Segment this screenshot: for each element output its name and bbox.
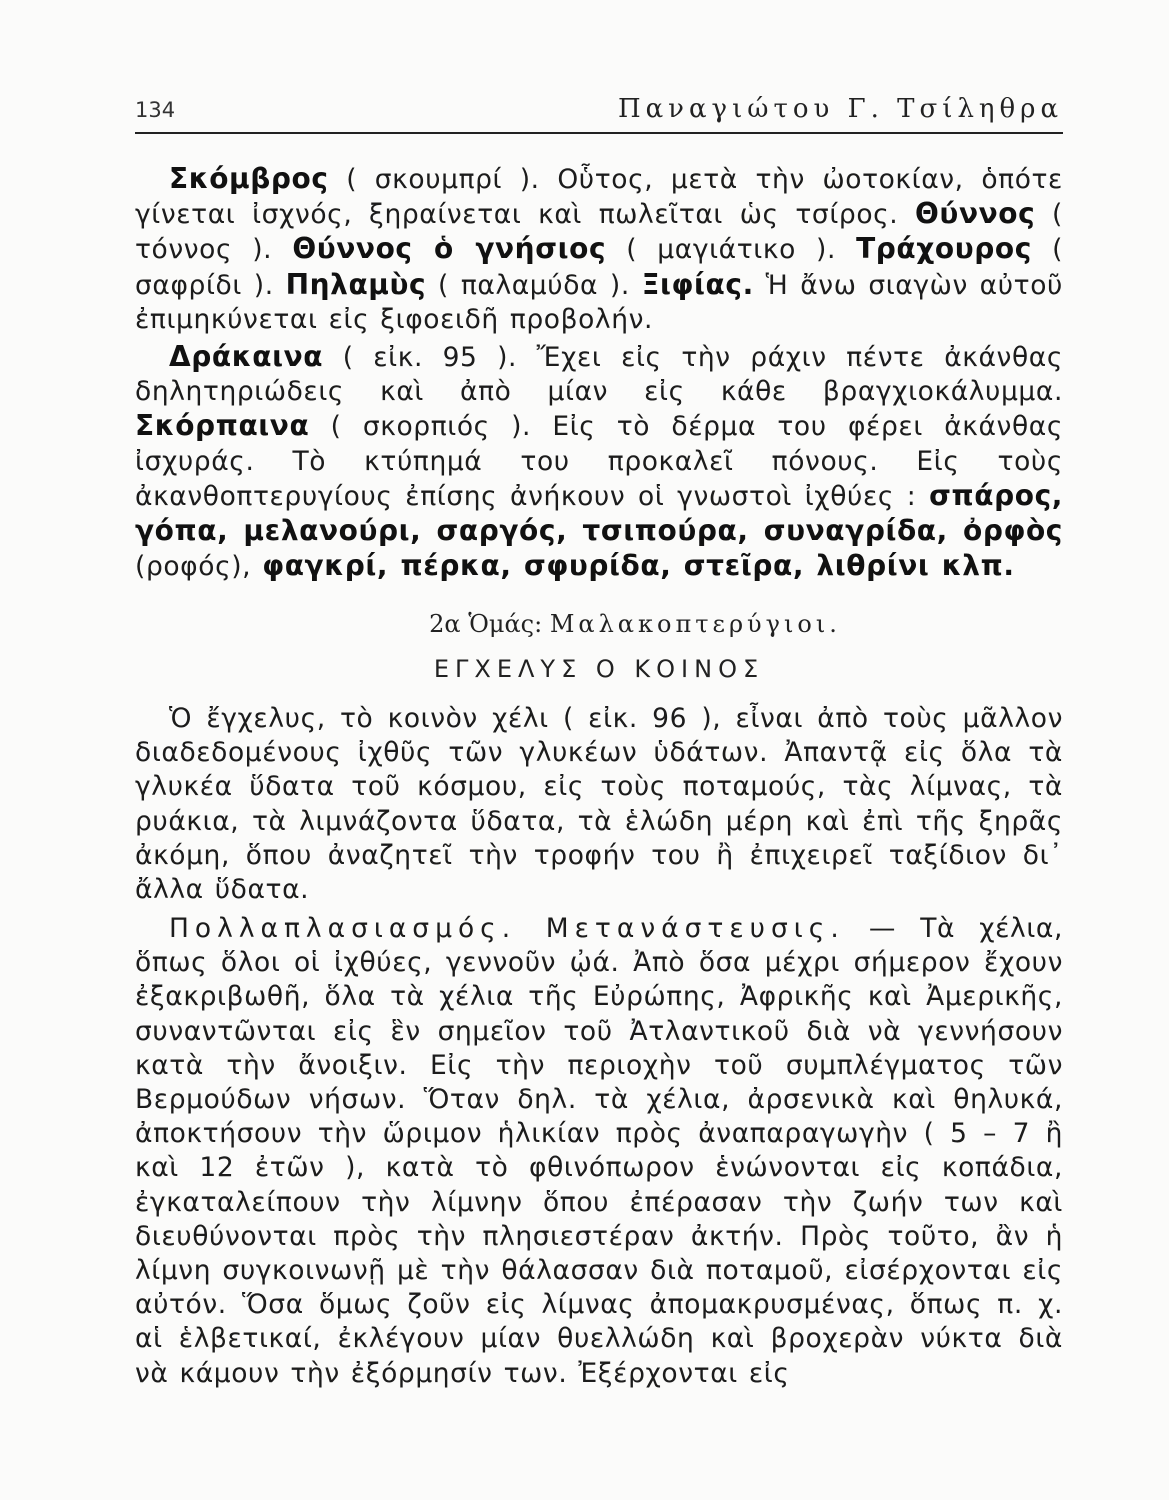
paragraph-mackerel (135, 162, 1063, 337)
term-pilamys: Πηλαμὺς (285, 267, 427, 301)
term-thynnos: Θύννος (915, 197, 1036, 231)
paragraph-text: Ὁ ἔγχελυς, τὸ κοινὸν χέλι ( εἰκ. 96 ), εἶναι ἀπὸ τοὺς μᾶλλον διαδεδομένους ἰχθῦς τῶν γλυκέων ὑδάτων. Ἀπαντᾷ εἰς ὅλα τὰ γλυκέα ὕδατα τοῦ κόσμου, εἰς τοὺς ποταμούς, τὰς λίμνας, τὰ ρυάκια, τὰ λιμνάζοντα ὕδατα, τὰ ἑλώδη μέρη καὶ ἐπὶ τῆς ξηρᾶς ἀκόμη, ὅπου ἀναζητεῖ τὴν τροφήν του ἢ ἐπιχειρεῖ ταξίδιον δι᾽ ἄλλα ὕδατα. (135, 703, 1063, 906)
page-number: 134 (135, 98, 176, 122)
paragraph-text: ( σκορπιός ). Εἰς τὸ δέρμα του φέρει ἀκάνθας ἰσχυράς. Τὸ κτύπημά του προκαλεῖ πόνους. Εἰς τοὺς ἀκανθοπτερυγίους ἐπίσης ἀνήκουν οἱ γνωστοὶ ἰχθύες : (135, 411, 1063, 512)
term-drakaina: Δράκαινα (169, 340, 324, 373)
paragraph-text: ( παλαμύδα ). (426, 269, 642, 301)
paragraph-text: Ἡ ἄνω σιαγὼν αὐτοῦ ἐπιμηκύνεται εἰς ξιφοειδῆ προβολήν. (135, 269, 1063, 335)
term-thynnos-gnisios: Θύννος ὁ γνήσιος (292, 232, 607, 266)
paragraph-text: (ροφός), (135, 551, 263, 583)
term-skomvros: Σκόμβρος (169, 162, 329, 195)
paragraph-text: ( σκουμπρί ). Οὗτος, μετὰ τὴν ὠοτοκίαν, ὁπότε γίνεται ἰσχνός, ξηραίνεται καὶ πωλεῖται ὡς τσίρος. (135, 164, 1063, 231)
term-skorpaina: Σκόρπαινα (135, 409, 310, 443)
running-head: Παναγιώτου Γ. Τσίληθρα (617, 94, 1063, 124)
page-header (135, 92, 1063, 134)
term-trachouros: Τράχουρος (856, 232, 1032, 266)
section-title: ΕΓΧΕΛΥΣ Ο ΚΟΙΝΟΣ (433, 655, 765, 683)
paragraph-eel-migration (135, 912, 1063, 1391)
paragraph-text: ( εἰκ. 95 ). Ἔχει εἰς τὴν ράχιν πέντε ἀκάνθας δηλητηριώδεις καὶ ἀπὸ μίαν εἰς κάθε βραγχιοκάλυμμα. (135, 342, 1063, 408)
subsection-heading: Πολλαπλασιασμός. Μετανάστευσις. (169, 913, 845, 944)
paragraph-text: — Τὰ χέλια, ὅπως ὅλοι οἱ ἰχθύες, γεννοῦν ᾠά. Ἀπὸ ὅσα μέχρι σήμερον ἔχουν ἐξακριβωθῆ, ὅλα τὰ χέλια τῆς Εὐρώπης, Ἀφρικῆς καὶ Ἀμερικῆς, συναντῶνται εἰς ἓν σημεῖον τοῦ Ἀτλαντικοῦ διὰ νὰ γεννήσουν κατὰ τὴν ἄνοιξιν. Εἰς τὴν περιοχὴν τοῦ συμπλέγματος τῶν Βερμούδων νήσων. Ὅταν δηλ. τὰ χέλια, ἀρσενικὰ καὶ θηλυκά, ἀποκτήσουν τὴν ὥριμον ἡλικίαν πρὸς ἀναπαραγωγὴν ( 5 – 7 ἢ καὶ 12 ἐτῶν ), κατὰ τὸ φθινόπωρον ἑνώνονται εἰς κοπάδια, ἐγκαταλείπουν τὴν λίμνην ὅπου ἐπέρασαν τὴν ζωήν των καὶ διευθύνονται πρὸς τὴν πλησιεστέραν ἀκτήν. Πρὸς τοῦτο, ἂν ἡ λίμνη συγκοινωνῇ μὲ τὴν θάλασσαν διὰ ποταμοῦ, εἰσέρχονται εἰς αὐτόν. Ὅσα ὅμως ζοῦν εἰς λίμνας ἀπομακρυσμένας, ὅπως π. χ. αἱ ἑλβετικαί, ἐκλέγουν μίαν θυελλώδη καὶ βροχερὰν νύκτα διὰ νὰ κάμουν τὴν ἐξόρμησίν των. Ἐξέρχονται εἰς (135, 913, 1063, 1389)
group-heading-title: Μαλακοπτερύγιοι. (549, 610, 841, 638)
fish-list-1: σπάρος, γόπα, μελανούρι, σαργός, τσιπούρα, συναγρίδα, ὀρφὸς (135, 478, 1063, 548)
paragraph-drakaina (135, 340, 1063, 584)
paragraph-text: ( μαγιάτικο ). (606, 234, 857, 266)
paragraph-text: ( σαφρίδι ). (135, 234, 1064, 301)
paragraph-text: ( τόννος ). (135, 199, 1063, 266)
fish-list-2: φαγκρί, πέρκα, σφυρίδα, στεῖρα, λιθρίνι κλπ. (262, 549, 1015, 583)
group-heading (135, 610, 1135, 638)
paragraph-eel-intro (135, 702, 1063, 907)
group-heading-prefix: 2α Ὁμάς: (429, 610, 550, 638)
term-xifias: Ξιφίας. (641, 267, 754, 301)
